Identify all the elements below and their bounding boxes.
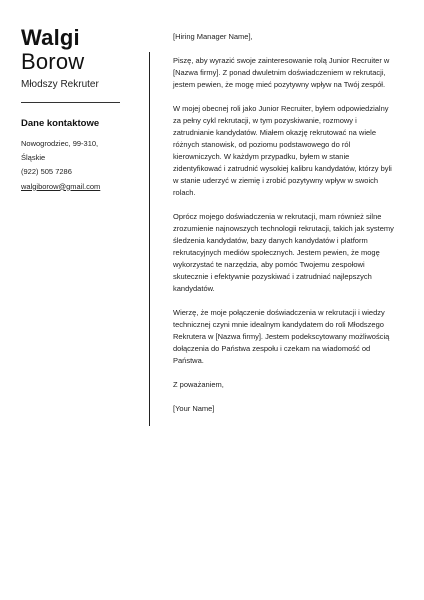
letter-body (173, 31, 395, 427)
address-line-1: Nowogrodziec, 99-310, (21, 139, 99, 148)
letter-paragraph-2: W mojej obecnej roli jako Junior Recruiter, byłem odpowiedzialny za pełny cykl rekrutacji, w tym pozyskiwanie, rozmowy i zatrudnianie kandydatów. Miałem okazję rekrutować na wiele różnych stanowisk, od poziomu podstawowego do ról kierowniczych. W każdym przypadku, byłem w stanie zidentyfikować i zatrudnić wysokiej kalibru kandydatów, którzy byli w stanie uderzyć w ziemię i zrobić pozytywny wpływ w swoich rolach. (173, 104, 392, 197)
last-name: Borow (21, 49, 85, 74)
header-divider (21, 102, 120, 103)
letter-paragraph-3: Oprócz mojego doświadczenia w rekrutacji, mam również silne zrozumienie najnowszych technologii rekrutacji, takich jak systemy śledzenia kandydatów, bazy danych kandydatów i platform rekrutacyjnych mediów społecznych. Jestem pewien, że mogę wykorzystać te narzędzia, aby pomóc Twojemu zespołowi skutecznie i efektywnie pozyskiwać i zatrudniać najlepszych kandydatów. (173, 212, 394, 293)
email-link[interactable]: walgiborow@gmail.com (21, 181, 101, 191)
letter-greeting: [Hiring Manager Name], (173, 32, 253, 41)
letter-signature: [Your Name] (173, 404, 215, 413)
first-name: Walgi (21, 25, 80, 50)
letter-paragraph-4: Wierzę, że moje połączenie doświadczenia w rekrutacji i wiedzy technicznej czyni mnie idealnym kandydatem do roli Młodszego Rekrutera w [Nazwa firmy]. Jestem podekscytowany możliwością dołączenia do Państwa zespołu i czekam na wiadomość od Państwa. (173, 308, 390, 365)
vertical-divider (149, 52, 150, 426)
address-line-2: Śląskie (21, 152, 46, 162)
sidebar (21, 26, 126, 193)
contact-heading: Dane kontaktowe (21, 118, 100, 129)
letter-closing: Z poważaniem, (173, 380, 224, 389)
letter-paragraph-1: Piszę, aby wyrazić swoje zainteresowanie rolą Junior Recruiter w [Nazwa firmy]. Z ponad dwuletnim doświadczeniem w rekrutacji, jestem pewien, że mogę mieć pozytywny wpływ na Twój zespół. (173, 56, 390, 89)
job-title: Młodszy Rekruter (21, 79, 99, 90)
contact-list (21, 137, 126, 193)
phone-number: (922) 505 7286 (21, 167, 72, 176)
